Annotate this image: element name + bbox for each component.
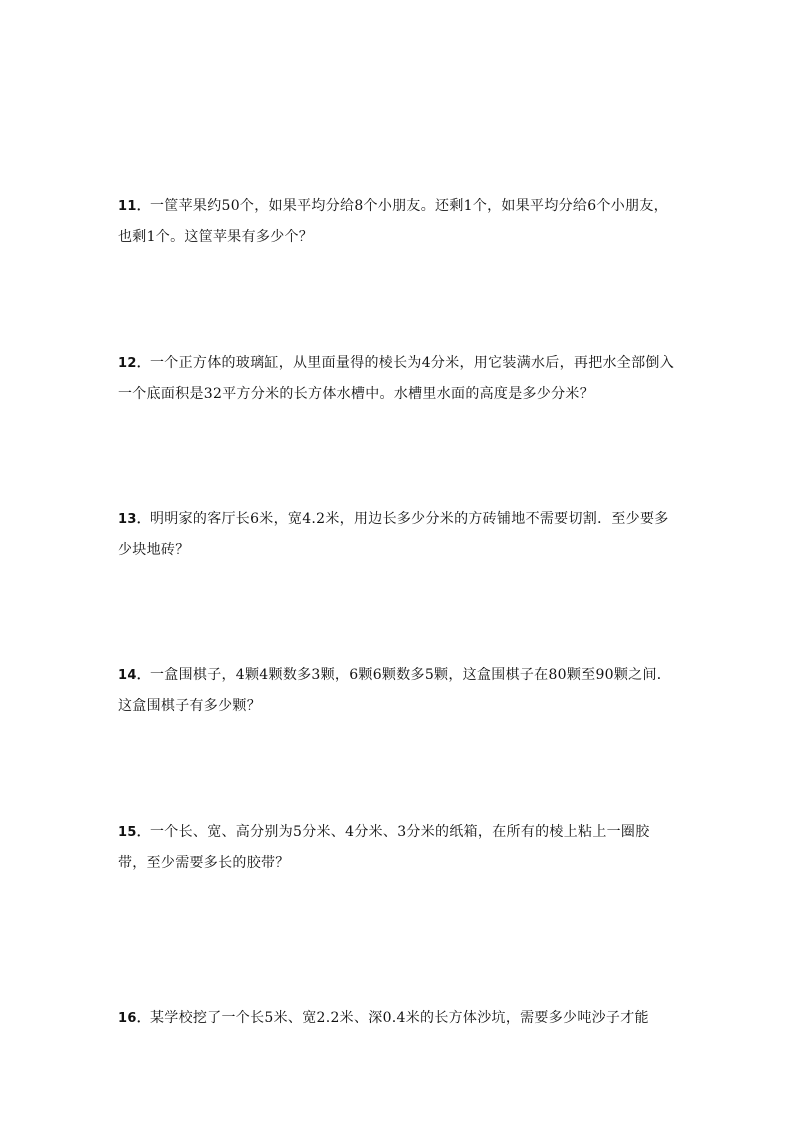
question-text: 一个正方体的玻璃缸，从里面量得的棱长为4分米，用它装满水后，再把水全部倒入一个底面积是32平方分米的长方体水槽中。水槽里水面的高度是多少分米？ [118, 355, 675, 402]
question-15 [118, 817, 678, 879]
question-text: 一盒围棋子，4颗4颗数多3颗，6颗6颗数多5颗，这盒围棋子在80颗至90颗之间．这盒围棋子有多少颗？ [118, 667, 672, 714]
question-16 [118, 1003, 678, 1034]
question-13 [118, 504, 678, 566]
question-number: 13． [118, 512, 150, 527]
question-11 [118, 191, 678, 253]
question-text: 某学校挖了一个长5米、宽2.2米、深0.4米的长方体沙坑，需要多少吨沙子才能 [150, 1010, 649, 1026]
question-14 [118, 660, 678, 722]
question-text: 一个长、宽、高分别为5分米、4分米、3分米的纸箱，在所有的棱上粘上一圈胶带，至少需要多长的胶带？ [118, 824, 650, 871]
question-text: 明明家的客厅长6米，宽4.2米，用边长多少分米的方砖铺地不需要切割．至少要多少块地砖？ [118, 511, 669, 558]
question-number: 14． [118, 668, 150, 683]
question-number: 12． [118, 356, 150, 371]
question-12 [118, 348, 678, 410]
question-number: 16． [118, 1011, 150, 1026]
question-number: 11． [118, 199, 150, 214]
question-number: 15． [118, 825, 150, 840]
question-text: 一筐苹果约50个，如果平均分给8个小朋友。还剩1个，如果平均分给6个小朋友，也剩1个。这筐苹果有多少个？ [118, 198, 668, 245]
